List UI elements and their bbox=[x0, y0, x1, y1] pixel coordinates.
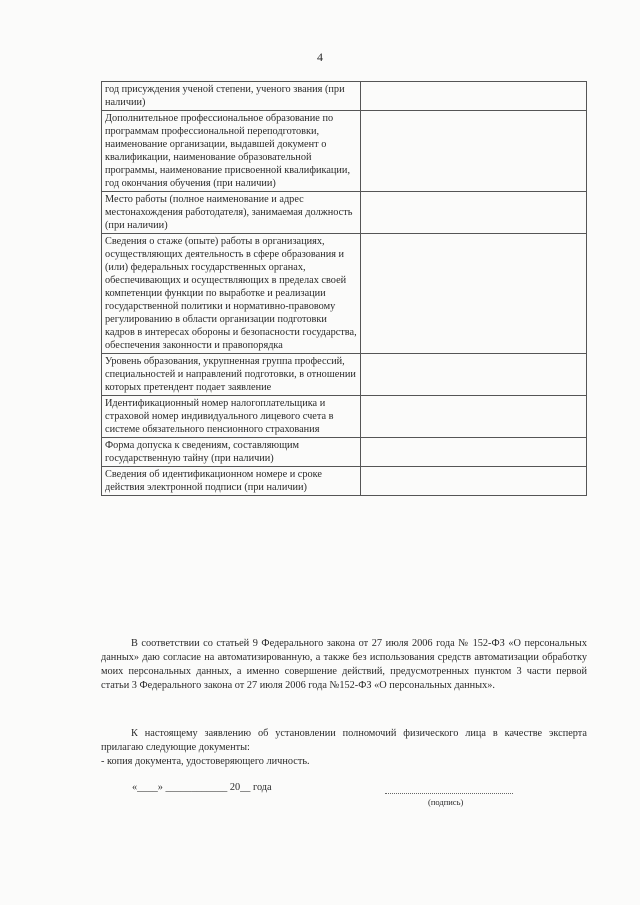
page-number: 4 bbox=[317, 50, 323, 64]
row-label: Уровень образования, укрупненная группа профессий, специальностей и направлений подготовки, в отношении которых претендент подает заявление bbox=[102, 354, 361, 396]
expert-info-table bbox=[101, 81, 587, 496]
date-line: «____» ____________ 20__ года bbox=[132, 782, 272, 793]
table-row bbox=[102, 234, 587, 354]
row-value-cell[interactable] bbox=[361, 354, 587, 396]
row-value-cell[interactable] bbox=[361, 82, 587, 111]
row-value-cell[interactable] bbox=[361, 467, 587, 496]
row-value-cell[interactable] bbox=[361, 438, 587, 467]
attachments-paragraph: К настоящему заявлению об установлении полномочий физического лица в качестве эксперта прилагаю следующие документы: bbox=[101, 728, 587, 753]
row-label: Форма допуска к сведениям, составляющим государственную тайну (при наличии) bbox=[102, 438, 361, 467]
row-value-cell[interactable] bbox=[361, 192, 587, 234]
table-row bbox=[102, 82, 587, 111]
row-label: Сведения о стаже (опыте) работы в организациях, осуществляющих деятельность в сфере образования и (или) федеральных государственных органах, обеспечивающих и осуществляющих в пределах своей компетенции функции по выработке и реализации государственной политики и нормативно-правовому регулированию в области организации подготовки кадров в интересах обороны и безопасности государства, обеспечения законности и правопорядка bbox=[102, 234, 361, 354]
table-body bbox=[102, 82, 587, 496]
table-row bbox=[102, 396, 587, 438]
row-label: Место работы (полное наименование и адрес местонахождения работодателя), занимаемая должность (при наличии) bbox=[102, 192, 361, 234]
table-row bbox=[102, 354, 587, 396]
row-label: Идентификационный номер налогоплательщика и страховой номер индивидуального лицевого счета в системе обязательного пенсионного страхования bbox=[102, 396, 361, 438]
row-label: Дополнительное профессиональное образование по программам профессиональной переподготовки, наименование организации, выдавшей документ о квалификации, наименование образовательной программы, наименование присвоенной квалификации, год окончания обучения (при наличии) bbox=[102, 111, 361, 192]
consent-paragraph: В соответствии со статьей 9 Федерального закона от 27 июля 2006 года № 152-ФЗ «О персональных данных» даю согласие на автоматизированную, а также без использования средств автоматизации обработку моих персональных данных, а именно совершение действий, предусмотренных пунктом 3 части первой статьи 3 Федерального закона от 27 июля 2006 года №152-ФЗ «О персональных данных». bbox=[101, 638, 587, 691]
signature-label: (подпись) bbox=[428, 797, 464, 807]
row-value-cell[interactable] bbox=[361, 234, 587, 354]
attachment-item: - копия документа, удостоверяющего личность. bbox=[101, 756, 310, 767]
row-value-cell[interactable] bbox=[361, 111, 587, 192]
signature-line bbox=[385, 793, 513, 794]
table-row bbox=[102, 438, 587, 467]
row-label: Сведения об идентификационном номере и сроке действия электронной подписи (при наличии) bbox=[102, 467, 361, 496]
table-row bbox=[102, 467, 587, 496]
row-label: год присуждения ученой степени, ученого звания (при наличии) bbox=[102, 82, 361, 111]
table-row bbox=[102, 111, 587, 192]
row-value-cell[interactable] bbox=[361, 396, 587, 438]
table-row bbox=[102, 192, 587, 234]
